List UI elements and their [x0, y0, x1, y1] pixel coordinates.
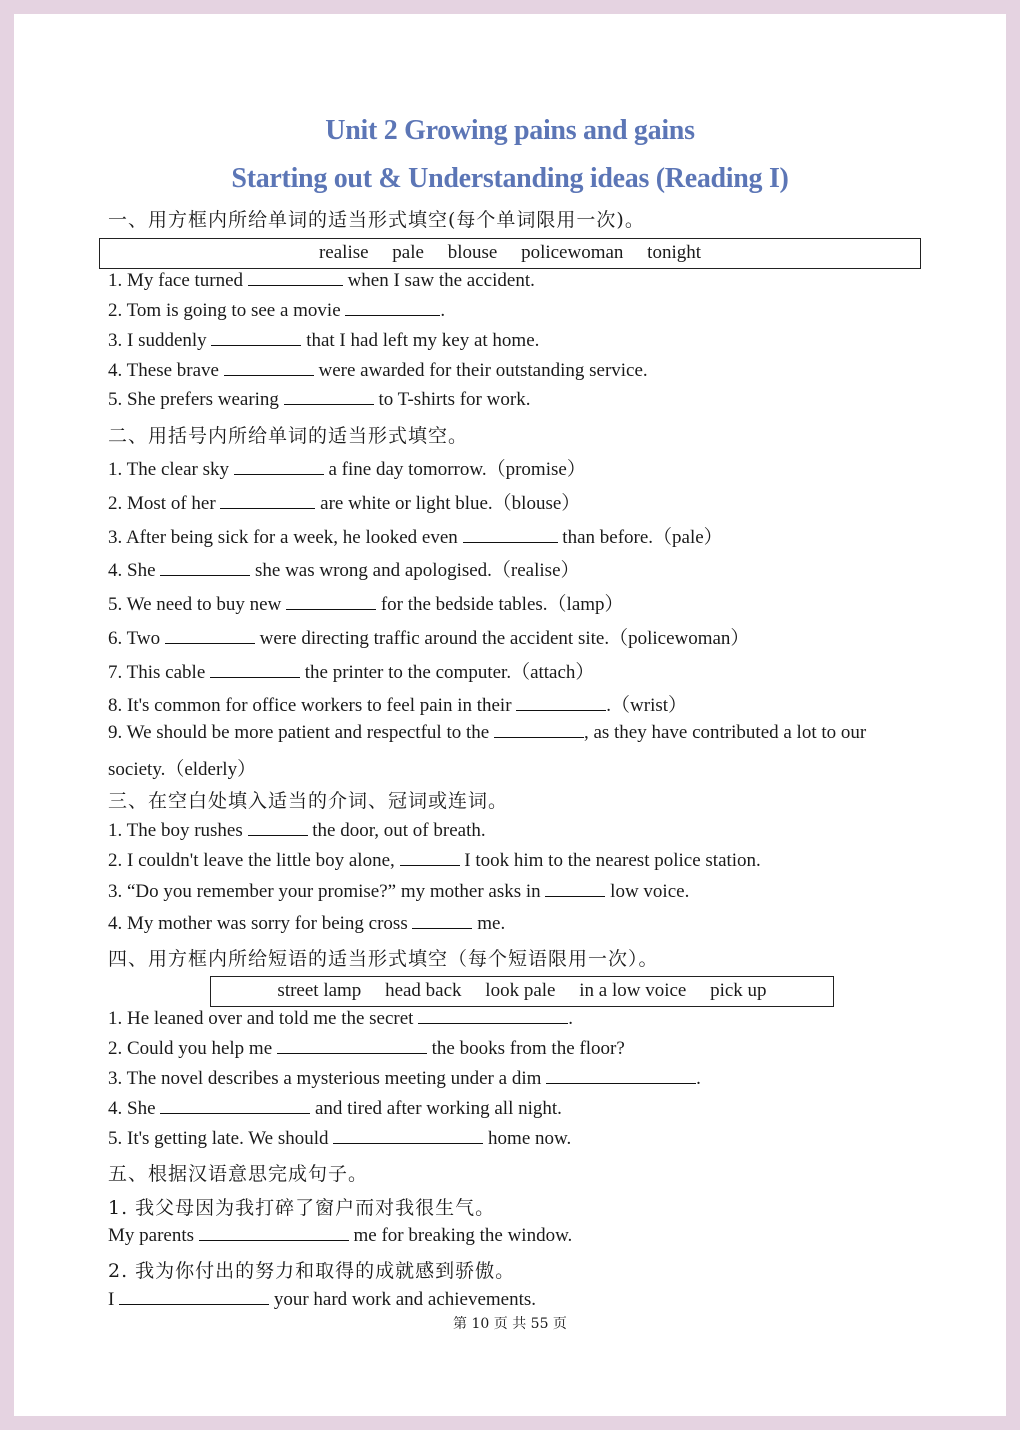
- section-2-heading: 二、用括号内所给单词的适当形式填空。: [108, 425, 469, 447]
- answer-blank[interactable]: [160, 574, 250, 576]
- question-line: 1. He leaned over and told me the secret .: [108, 1008, 573, 1029]
- worksheet-title: Unit 2 Growing pains and gains: [325, 115, 695, 146]
- answer-blank[interactable]: [516, 709, 606, 711]
- phrase-box-item: look pale: [485, 980, 556, 1001]
- question-line: 3. I suddenly that I had left my key at home.: [108, 330, 540, 351]
- question-line: 4. These brave were awarded for their outstanding service.: [108, 360, 648, 381]
- answer-blank[interactable]: [333, 1142, 483, 1144]
- answer-blank[interactable]: [418, 1022, 568, 1024]
- question-line: 1. The clear sky a fine day tomorrow.（promise）: [108, 459, 586, 480]
- phrase-box-item: head back: [385, 980, 462, 1001]
- answer-blank[interactable]: [234, 473, 324, 475]
- answer-blank[interactable]: [248, 284, 343, 286]
- question-line: 5. It's getting late. We should home now.: [108, 1128, 572, 1149]
- word-box-item: realise: [318, 242, 369, 263]
- answer-blank[interactable]: [220, 507, 315, 509]
- word-box-item: tonight: [647, 242, 702, 263]
- question-line: 2. Tom is going to see a movie .: [108, 300, 446, 321]
- answer-blank[interactable]: [400, 864, 460, 866]
- question-line: 1. The boy rushes the door, out of breath.: [108, 820, 486, 841]
- question-line: 8. It's common for office workers to feel pain in their .（wrist）: [108, 695, 688, 716]
- word-box-item: pale: [392, 242, 424, 263]
- word-box-item: policewoman: [521, 242, 624, 263]
- answer-blank[interactable]: [463, 541, 558, 543]
- answer-blank[interactable]: [345, 314, 440, 316]
- phrase-box-item: in a low voice: [579, 980, 687, 1001]
- answer-blank[interactable]: [211, 344, 301, 346]
- question-line: 2. I couldn't leave the little boy alone, I took him to the nearest police station.: [108, 850, 761, 871]
- question-line: 1. My face turned when I saw the accident.: [108, 270, 535, 291]
- question-line: 4. She she was wrong and apologised.（realise）: [108, 560, 580, 581]
- question-line: 4. My mother was sorry for being cross me.: [108, 913, 506, 934]
- word-box-item: blouse: [447, 242, 498, 263]
- answer-blank[interactable]: [412, 927, 472, 929]
- section-4-heading: 四、用方框内所给短语的适当形式填空（每个短语限用一次）。: [108, 948, 659, 970]
- question-line: 7. This cable the printer to the computer.（attach）: [108, 662, 595, 683]
- answer-blank[interactable]: [545, 895, 605, 897]
- phrase-box-item: pick up: [710, 980, 767, 1001]
- answer-blank[interactable]: [224, 374, 314, 376]
- section-1-heading: 一、用方框内所给单词的适当形式填空(每个单词限用一次)。: [108, 209, 645, 231]
- question-line: 9. We should be more patient and respectful to the , as they have contributed a lot to our: [108, 722, 867, 743]
- answer-blank[interactable]: [494, 736, 584, 738]
- question-line: 5. We need to buy new for the bedside tables.（lamp）: [108, 594, 624, 615]
- section-5-heading: 五、根据汉语意思完成句子。: [108, 1163, 369, 1185]
- question-line: 3. The novel describes a mysterious meeting under a dim .: [108, 1068, 701, 1089]
- page-footer: 第 10 页 共 55 页: [453, 1316, 567, 1332]
- question-line: 3. After being sick for a week, he looked even than before.（pale）: [108, 527, 723, 548]
- answer-blank[interactable]: [248, 834, 308, 836]
- answer-blank[interactable]: [210, 676, 300, 678]
- chinese-prompt: 1. 我父母因为我打碎了窗户而对我很生气。: [108, 1197, 496, 1219]
- question-line: 3. “Do you remember your promise?” my mother asks in low voice.: [108, 881, 690, 902]
- question-line: 4. She and tired after working all night.: [108, 1098, 562, 1119]
- section-3-heading: 三、在空白处填入适当的介词、冠词或连词。: [108, 790, 509, 812]
- answer-blank[interactable]: [546, 1082, 696, 1084]
- question-line: I your hard work and achievements.: [108, 1289, 537, 1310]
- chinese-prompt: 2. 我为你付出的努力和取得的成就感到骄傲。: [108, 1260, 516, 1282]
- answer-blank[interactable]: [160, 1112, 310, 1114]
- question-line: 6. Two were directing traffic around the accident site.（policewoman）: [108, 628, 750, 649]
- answer-blank[interactable]: [199, 1239, 349, 1241]
- phrase-box-item: street lamp: [277, 980, 362, 1001]
- answer-blank[interactable]: [165, 642, 255, 644]
- question-line: 2. Most of her are white or light blue.（blouse）: [108, 493, 581, 514]
- word-box: [99, 238, 921, 269]
- question-line: 2. Could you help me the books from the floor?: [108, 1038, 625, 1059]
- question-line: My parents me for breaking the window.: [108, 1225, 573, 1246]
- phrase-box: [210, 976, 834, 1007]
- answer-blank[interactable]: [286, 608, 376, 610]
- answer-blank[interactable]: [119, 1303, 269, 1305]
- question-line-continued: society.（elderly）: [108, 759, 257, 780]
- question-line: 5. She prefers wearing to T-shirts for work.: [108, 389, 531, 410]
- worksheet-subtitle: Starting out & Understanding ideas (Reading I): [231, 163, 789, 194]
- answer-blank[interactable]: [284, 403, 374, 405]
- answer-blank[interactable]: [277, 1052, 427, 1054]
